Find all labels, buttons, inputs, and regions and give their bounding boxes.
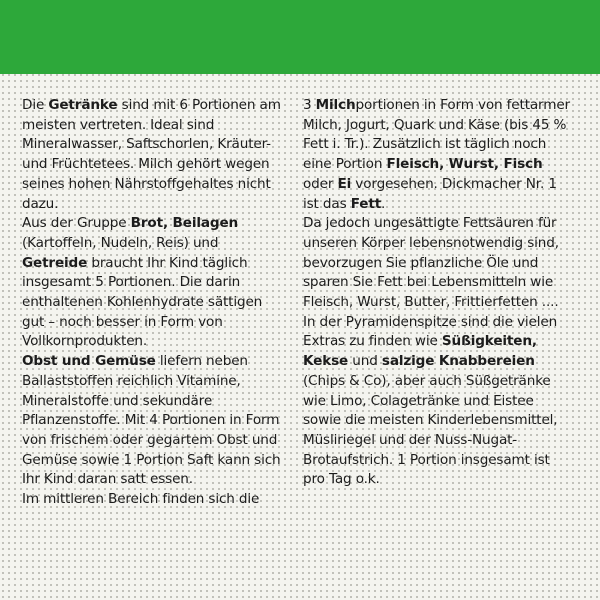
paragraph-milch-fleisch	[303, 96, 573, 214]
bold-term: Getränke	[48, 97, 118, 113]
text-run: Die	[22, 97, 49, 113]
paragraph-mittlerer-bereich	[22, 490, 284, 510]
bold-term: Ei	[337, 175, 352, 192]
text-run: und	[348, 353, 382, 370]
paragraph-pyramidenspitze	[303, 313, 573, 490]
text-run: .	[381, 195, 386, 212]
text-run: braucht Ihr Kind täglich insgesamt 5 Portionen. Die darin enthaltenen Kohlenhydrate sättigen gut – noch besser in Form von Vollkornprodukten.	[22, 254, 263, 350]
text-run: vorgesehen. Dickmacher Nr. 1 ist das	[303, 175, 557, 212]
text-column-right	[303, 96, 573, 490]
bold-term: Getreide	[22, 254, 88, 271]
text-run: (Kartoffeln, Nudeln, Reis) und	[22, 234, 219, 251]
bold-term: Milch	[315, 97, 356, 113]
bold-term: Fleisch, Wurst, Fisch	[386, 156, 543, 173]
text-run: portionen in Form von fettarmer Milch, Jogurt, Quark und Käse (bis 45 % Fett i. Tr.). Zusätzlich ist täglich noch eine Portion	[303, 97, 570, 173]
paragraph-obst-gemuese	[22, 352, 284, 490]
text-run: sind mit 6 Portionen am meisten vertreten. Ideal sind Mineralwasser, Saftschorlen, Kräuter- und Früchtetees. Milch gehört wegen seines hohen Nährstoffgehaltes nicht dazu.	[22, 97, 281, 212]
text-run: 3	[303, 97, 316, 113]
text-run: Da jedoch ungesättigte Fettsäuren für unseren Körper lebensnotwendig sind, bevorzugen Sie pflanzliche Öle und sparen Sie Fett bei Lebensmitteln wie Fleisch, Wurst, Butter, Frittierfetten ....	[303, 215, 559, 311]
paragraph-brot-getreide	[22, 214, 284, 352]
bold-term: Süßigkeiten, Kekse	[303, 333, 537, 370]
paragraph-getraenke	[22, 96, 284, 214]
text-column-left	[22, 96, 284, 510]
text-run: Aus der Gruppe	[22, 215, 131, 232]
bold-term: Brot, Beilagen	[130, 215, 239, 232]
text-run: In der Pyramidenspitze sind die vielen Extras zu finden wie	[303, 313, 558, 350]
text-run: liefern neben Ballaststoffen reichlich Vitamine, Mineralstoffe und sekundäre Pflanzenstoffe. Mit 4 Portionen in Form von frischem oder gegartem Obst und Gemüse sowie 1 Portion Saft kann sich Ihr Kind daran satt essen.	[22, 353, 281, 488]
paragraph-fettsaeuren	[303, 214, 573, 313]
bold-term: Obst und Gemüse	[22, 353, 156, 370]
header-color-band	[0, 0, 600, 74]
bold-term: salzige Knabbereien	[381, 353, 535, 370]
text-run: oder	[303, 175, 338, 192]
text-run: (Chips & Co), aber auch Süßgetränke wie Limo, Colagetränke und Eistee sowie die meisten Kinderlebensmittel, Müsliriegel und der Nuss-Nugat-Brotaufstrich. 1 Portion insgesamt ist pro Tag o.k.	[303, 372, 558, 488]
text-run: Im mittleren Bereich finden sich die	[22, 491, 260, 508]
bold-term: Fett	[350, 195, 382, 212]
